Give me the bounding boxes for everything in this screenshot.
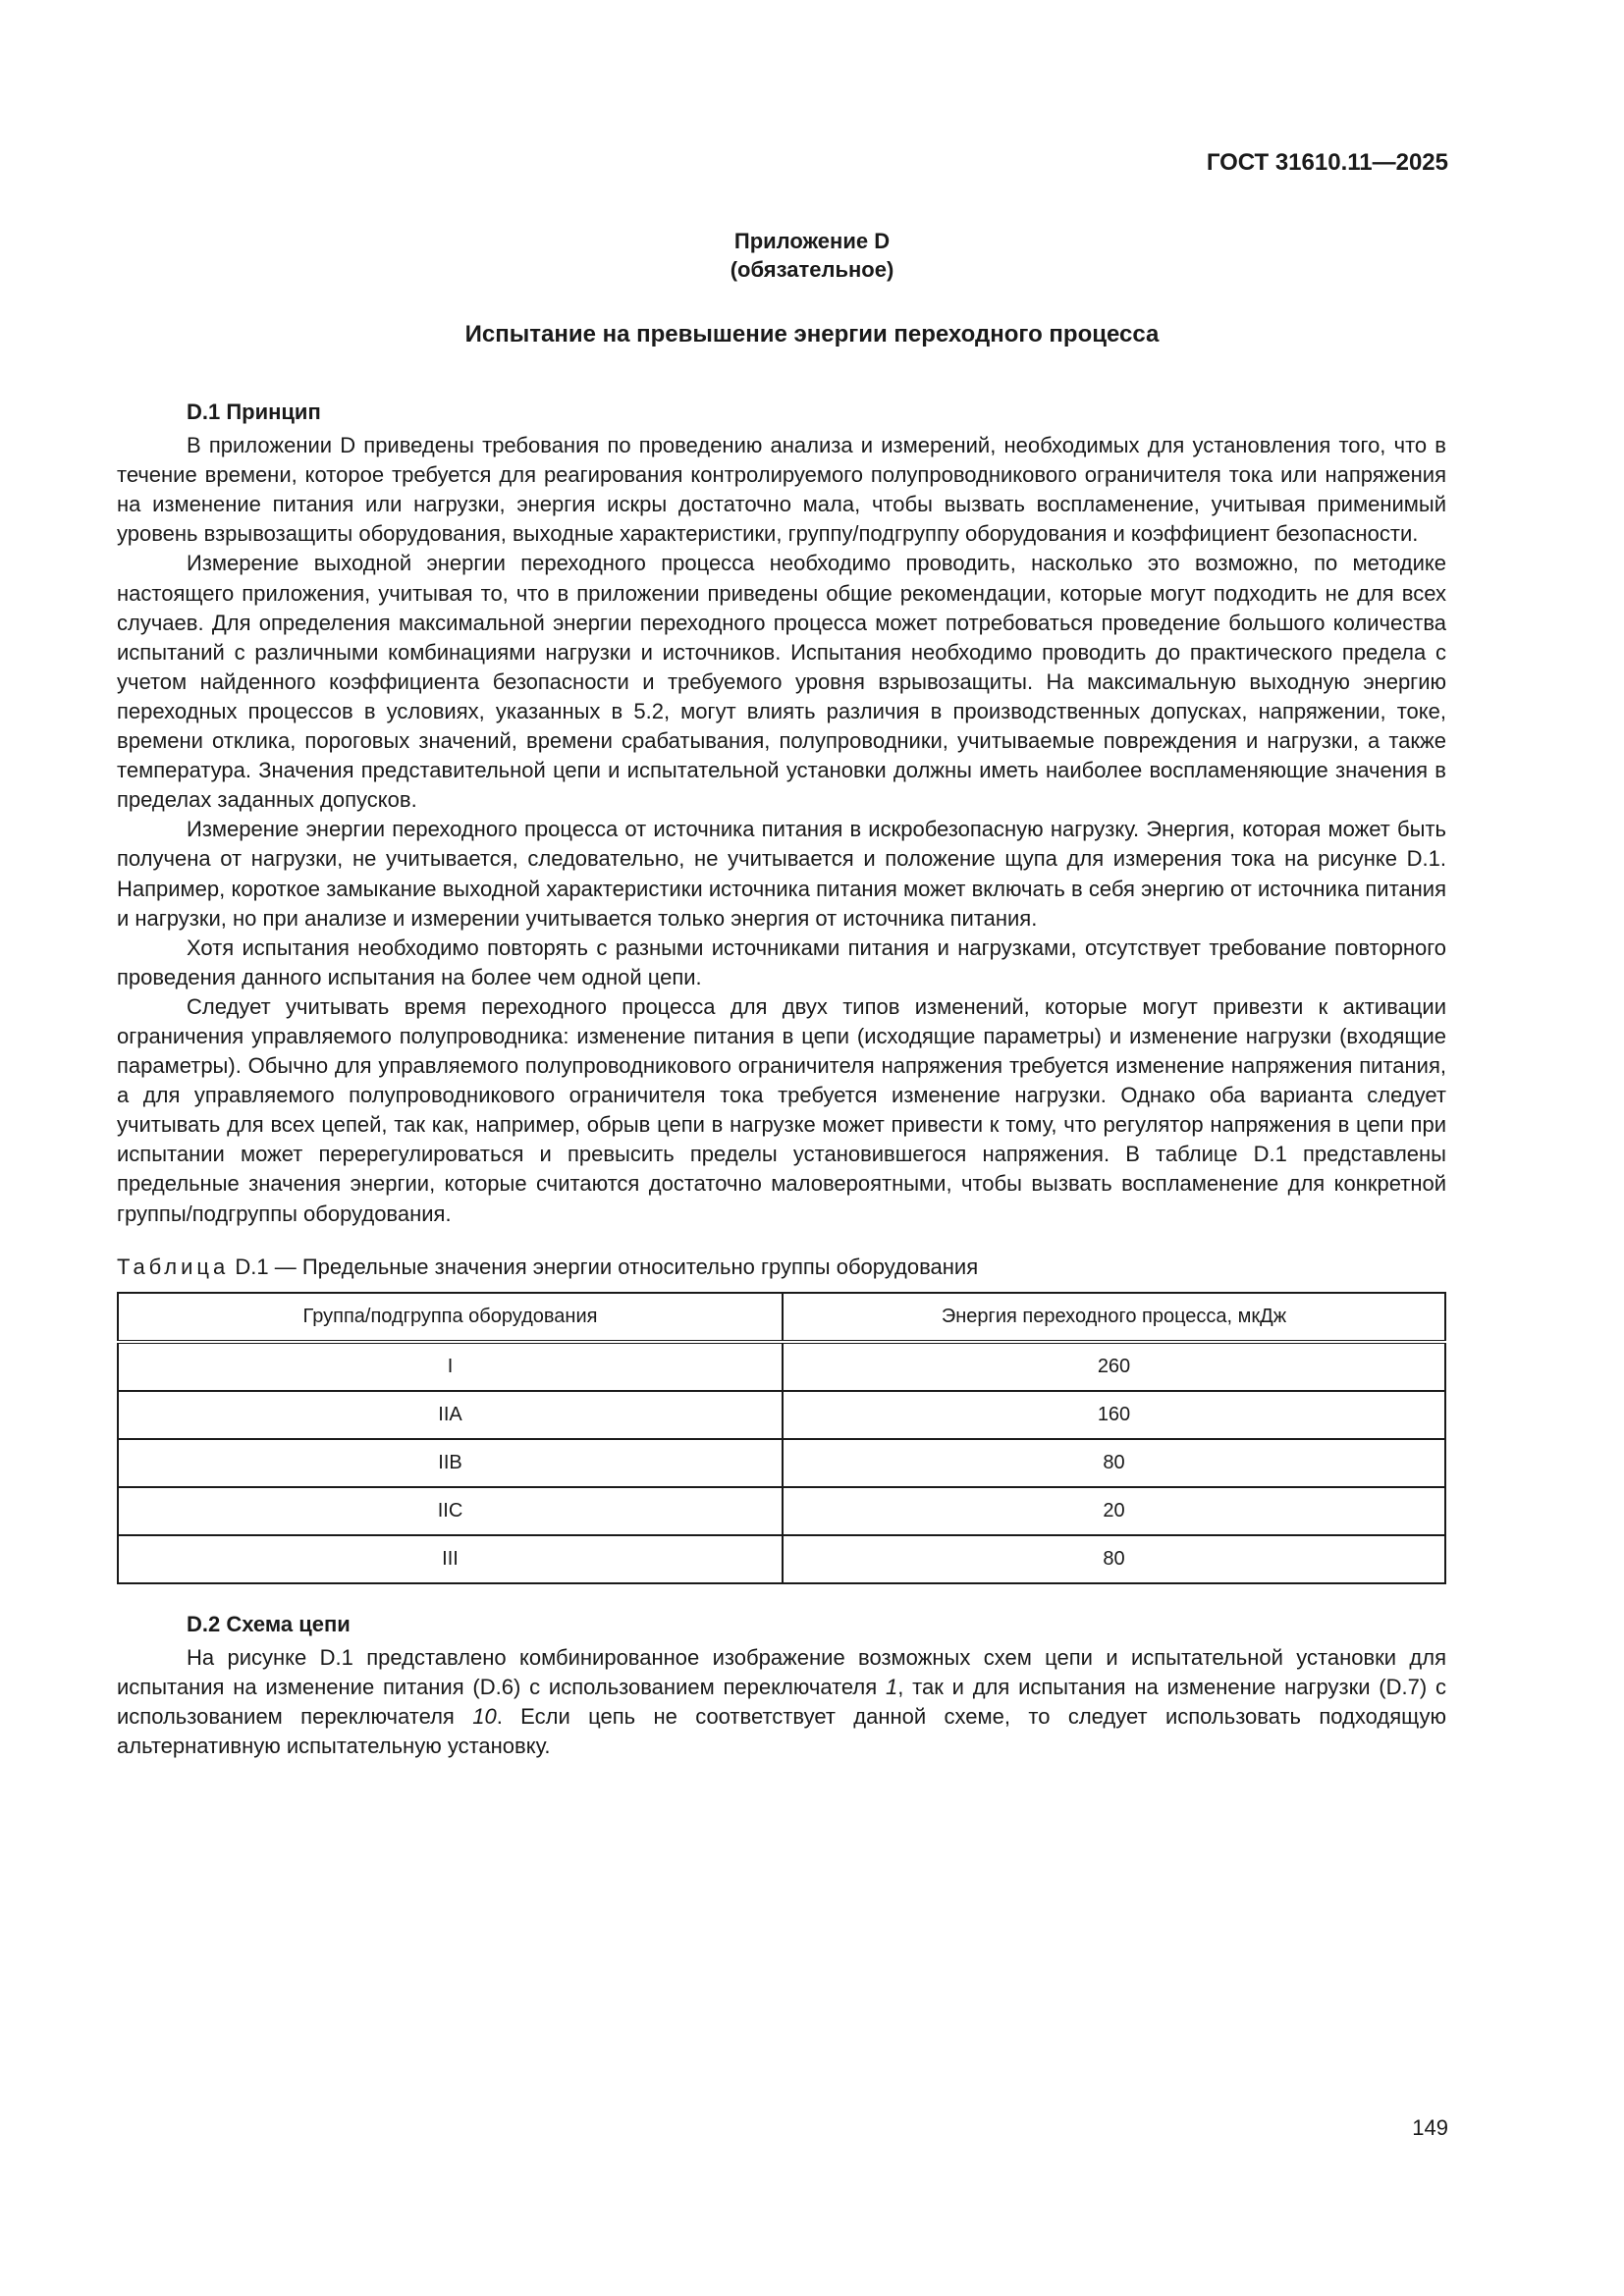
annex-heading: Испытание на превышение энергии переходного процесса [464,321,1160,347]
table-cell-group: IIA [118,1391,783,1439]
table-caption [117,1253,1446,1282]
table-cell-group: I [118,1342,783,1391]
annex-title: Приложение D [733,229,891,253]
annex-status: (обязательное) [730,257,894,282]
section-title-circuit: D.2 Схема цепи [187,1611,351,1636]
paragraph-text: На рисунке D.1 представлено комбинированное изображение возможных схем цепи и испытательной установки для испытания на изменение питания (D.6) с использованием переключателя [117,1644,1446,1699]
table-caption-label: Таблица [117,1254,230,1279]
paragraph [117,1643,1446,1761]
paragraph: Измерение энергии переходного процесса от источника питания в искробезопасную нагрузку. Энергия, которая может быть получена от нагрузки, не учитывается, следовательно, не учитывается и положение щупа для измерения тока на рисунке D.1. Например, короткое замыкание выходной характеристики источника питания может включать в себя энергию от источника питания и нагрузки, но при анализе и измерении учитывается только энергия от источника питания. [117,817,1446,931]
table-cell-energy: 20 [783,1487,1445,1535]
paragraph-text: . Если цепь не соответствует данной схеме, то следует использовать подходящую альтернативную испытательную установку. [117,1704,1446,1759]
table-row [118,1487,1445,1535]
section-title-principle: D.1 Принцип [187,400,321,424]
paragraph: Следует учитывать время переходного процесса для двух типов изменений, которые могут привезти к активации ограничения управляемого полупроводника: изменение питания в цепи (исходящие параметры) и изменение нагрузки (входящие параметры). Обычно для управляемого полупроводникового ограничителя напряжения требуется изменение напряжения питания, а для управляемого полупроводникового ограничителя тока требуется изменение нагрузки. Однако оба варианта следует учитывать для всех цепей, так как, например, обрыв цепи в нагрузке может привести к тому, что регулятор напряжения в цепи при испытании может перерегулироваться и превысить пределы установившегося напряжения. В таблице D.1 представлены предельные значения энергии, которые считаются достаточно маловероятными, чтобы вызвать воспламенение для конкретной группы/подгруппы оборудования. [117,993,1446,1226]
paragraph: В приложении D приведены требования по проведению анализа и измерений, необходимых для установления того, что в течение времени, которое требуется для реагирования контролируемого полупроводникового ограничителя тока или напряжения на изменение питания или нагрузки, энергия искры достаточно мала, чтобы вызвать воспламенение, учитывая применимый уровень взрывозащиты оборудования, выходные характеристики, группу/подгруппу оборудования и коэффициент безопасности. [117,433,1446,547]
document-code: ГОСТ 31610.11—2025 [1206,149,1448,176]
column-header-energy: Энергия переходного процесса, мкДж [783,1293,1445,1342]
table-row [118,1535,1445,1583]
table-cell-energy: 80 [783,1439,1445,1487]
column-header-group: Группа/подгруппа оборудования [118,1293,783,1342]
table-cell-energy: 260 [783,1342,1445,1391]
table-cell-energy: 80 [783,1535,1445,1583]
table-row [118,1342,1445,1391]
table-row [118,1439,1445,1487]
energy-limits-table [117,1292,1446,1584]
table-header-row [118,1293,1445,1342]
paragraph: Измерение выходной энергии переходного процесса необходимо проводить, насколько это возможно, по методике настоящего приложения, учитывая то, что в приложении приведены общие рекомендации, которые могут подходить не для всех случаев. Для определения максимальной энергии переходного процесса может потребоваться проведение большого количества испытаний с различными комбинациями нагрузки и источников. Испытания необходимо проводить до практического предела с учетом найденного коэффициента безопасности и требуемого уровня взрывозащиты. На максимальную выходную энергию переходных процессов в условиях, указанных в 5.2, могут влиять различия в производственных допусках, напряжении, токе, времени отклика, пороговых значений, времени срабатывания, полупроводники, учитываемые повреждения и нагрузки, а также температура. Значения представительной цепи и испытательной установки должны иметь наиболее воспламеняющие значения в пределах заданных допусков. [117,551,1446,813]
table-cell-group: IIC [118,1487,783,1535]
paragraph: Хотя испытания необходимо повторять с разными источниками питания и нагрузками, отсутствует требование повторного проведения данного испытания на более чем одной цепи. [117,934,1446,989]
main-content [117,398,1446,1761]
table-row [118,1391,1445,1439]
table-cell-energy: 160 [783,1391,1445,1439]
table-cell-group: IIB [118,1439,783,1487]
page-number: 149 [1412,2115,1448,2140]
switch-number: 1 [885,1674,898,1699]
switch-number: 10 [472,1704,497,1729]
table-caption-text: D.1 — Предельные значения энергии относительно группы оборудования [235,1254,979,1279]
table-cell-group: III [118,1535,783,1583]
paragraph-text: , так и для испытания на изменение нагрузки (D.7) с использованием переключателя [117,1674,1446,1729]
